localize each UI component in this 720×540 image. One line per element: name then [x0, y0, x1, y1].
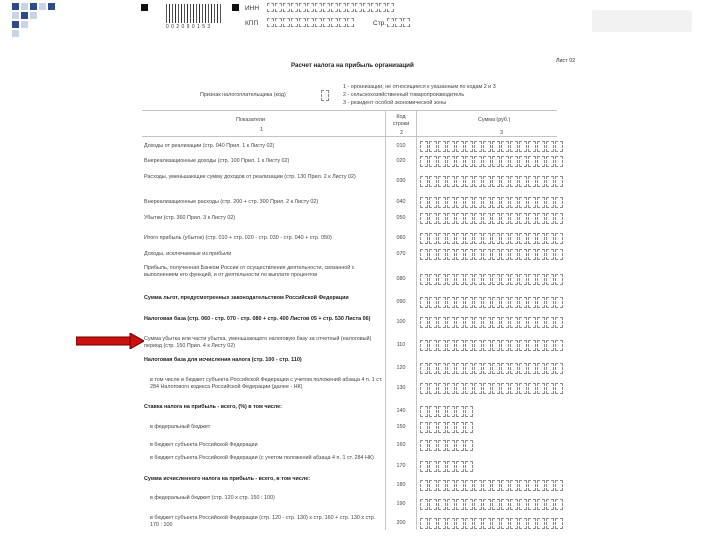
row-code: 180 [396, 482, 406, 488]
kpp-label: КПП [245, 20, 259, 27]
sum-cells[interactable] [420, 297, 564, 308]
highlight-arrow-icon [76, 333, 144, 349]
row-code: 070 [396, 251, 406, 257]
deco-square [12, 30, 19, 37]
row-label: в том числе в бюджет субъекта Российской Федерации с учетом положений абзаца 4 п. 1 ст. 284 Налогового кодекса Российской Федерации (далее - НК) [150, 377, 383, 390]
sum-cells[interactable] [420, 274, 564, 285]
row-label: Налоговая база для исчисления налога (стр. 100 - стр. 110) [144, 357, 302, 363]
column-header-sum: Сумма (руб.) [478, 117, 511, 123]
deco-square [12, 12, 19, 19]
row-code: 050 [396, 215, 406, 221]
sum-cells[interactable] [420, 249, 564, 260]
deco-square [48, 3, 55, 10]
row-label: Расходы, уменьшающие сумму доходов от реализации (стр. 130 Прил. 2 к Листу 02) [144, 174, 356, 180]
page-cells[interactable] [387, 18, 411, 27]
row-code: 140 [396, 408, 406, 414]
row-code: 160 [396, 442, 406, 448]
column-number: 1 [260, 127, 263, 133]
kpp-cells[interactable] [267, 18, 355, 27]
row-code: 040 [396, 199, 406, 205]
row-label: Доходы, исключаемые из прибыли [144, 251, 232, 257]
taxpayer-sign-cell[interactable] [321, 90, 330, 101]
deco-square [21, 12, 28, 19]
sum-cells[interactable] [420, 499, 564, 510]
row-label: Внереализационные расходы (стр. 200 + стр. 300 Прил. 2 к Листу 02) [144, 199, 319, 205]
row-code: 080 [396, 276, 406, 282]
sum-cells[interactable] [420, 156, 564, 167]
row-label: Налоговая база (стр. 060 - стр. 070 - стр. 080 + стр. 400 Листов 05 + стр. 530 Листа 06) [144, 316, 371, 322]
sum-cells[interactable] [420, 461, 474, 472]
row-code: 130 [396, 385, 406, 391]
page-label: Стр. [373, 20, 387, 27]
barcode-number: 0 0 2 0 9 0 1 5 3 [166, 24, 211, 30]
form-title: Расчет налога на прибыль организаций [291, 62, 414, 69]
sum-cells[interactable] [420, 317, 564, 328]
sum-cells[interactable] [420, 233, 564, 244]
row-code: 090 [396, 299, 406, 305]
registration-mark [232, 4, 239, 11]
row-label: в федеральный бюджет (стр. 120 х стр. 150 : 100) [150, 495, 275, 501]
row-label: Внереализационные доходы (стр. 100 Прил. 1 к Листу 02) [144, 158, 290, 164]
taxpayer-sign-label: Признак налогоплательщика (код) [200, 92, 286, 98]
sum-cells[interactable] [420, 422, 474, 433]
row-code: 110 [396, 342, 406, 348]
divider [142, 136, 557, 137]
sum-cells[interactable] [420, 141, 564, 152]
row-label: Сумма льгот, предусмотренных законодательством Российской Федерации [144, 295, 349, 301]
divider [385, 110, 386, 530]
sum-cells[interactable] [420, 440, 474, 451]
barcode [166, 4, 222, 23]
sum-cells[interactable] [420, 480, 564, 491]
row-label: Сумма исчисленного налога на прибыль - всего, в том числе: [144, 476, 310, 482]
sheet-label: Лист 02 [556, 58, 576, 64]
inn-cells[interactable] [267, 3, 395, 12]
row-code: 060 [396, 235, 406, 241]
taxpayer-option: 3 - резидент особой экономической зоны [343, 100, 447, 106]
column-number: 2 [400, 130, 403, 136]
row-label: в федеральный бюджет [150, 424, 211, 430]
sum-cells[interactable] [420, 176, 564, 187]
sum-cells[interactable] [420, 406, 474, 417]
row-label: Сумма убытка или части убытка, уменьшающего налоговую базу за отчетный (налоговый) период (стр. 150 Прил. 4 к Листу 02) [144, 336, 372, 349]
row-code: 120 [396, 365, 406, 371]
sum-cells[interactable] [420, 518, 564, 529]
deco-square [39, 3, 46, 10]
row-code: 150 [396, 424, 406, 430]
row-label: в бюджет субъекта Российской Федерации (с учетом положений абзаца 4 п. 1 ст. 284 НК) [150, 455, 374, 461]
deco-square [21, 3, 28, 10]
sum-cells[interactable] [420, 340, 564, 351]
row-label: в бюджет субъекта Российской Федерации [150, 442, 258, 448]
registration-mark [141, 4, 148, 11]
deco-square [30, 12, 37, 19]
row-label: Ставка налога на прибыль - всего, (%) в том числе: [144, 404, 282, 410]
sum-cells[interactable] [420, 197, 564, 208]
sum-cells[interactable] [420, 363, 564, 374]
taxpayer-option: 2 - сельскохозяйственный товаропроизводитель [343, 92, 465, 98]
row-label: Итого прибыль (убыток) (стр. 010 + стр. 020 - стр. 030 - стр. 040 + стр. 050) [144, 235, 332, 241]
deco-square [21, 21, 28, 28]
row-label: в бюджет субъекта Российской Федерации (стр. 120 - стр. 130) х стр. 160 + стр. 130 х стр. 170 : 100 [150, 515, 376, 528]
row-label: Доходы от реализации (стр. 040 Прил. 1 к Листу 02) [144, 143, 275, 149]
row-code: 200 [396, 520, 406, 526]
column-header-code: Код строки [392, 114, 410, 127]
row-code: 020 [396, 158, 406, 164]
row-code: 100 [396, 319, 406, 325]
row-code: 170 [396, 463, 406, 469]
row-label: Убытки (стр. 360 Прил. 3 к Листу 02) [144, 215, 236, 221]
column-number: 3 [500, 130, 503, 136]
sum-cells[interactable] [420, 383, 564, 394]
inn-label: ИНН [245, 5, 260, 12]
deco-square [12, 3, 19, 10]
row-code: 190 [396, 501, 406, 507]
taxpayer-option: 1 - организации, не относящиеся к указанным по кодам 2 и 3 [343, 84, 496, 90]
row-code: 030 [396, 178, 406, 184]
row-label: Прибыль, полученная Банком России от осуществления деятельности, связанной с выполнением его функций, и от деятельности по выплате процентов [144, 265, 355, 278]
deco-square [30, 3, 37, 10]
deco-square [12, 21, 19, 28]
row-code: 010 [396, 143, 406, 149]
divider [416, 110, 417, 530]
sum-cells[interactable] [420, 213, 564, 224]
divider [142, 110, 557, 111]
column-header-indicator: Показатели [236, 117, 266, 123]
header-gray-block [592, 10, 692, 32]
